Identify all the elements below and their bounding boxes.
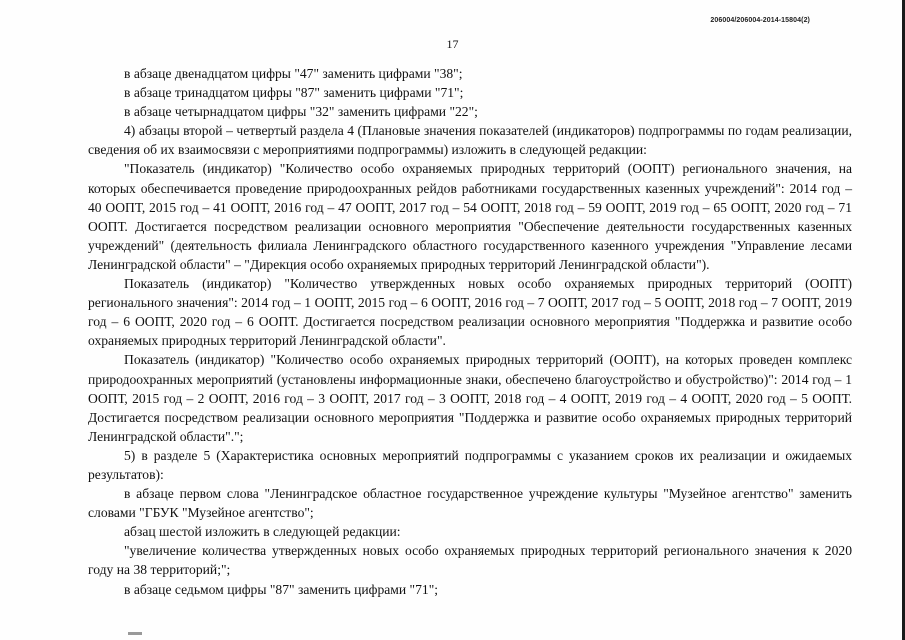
paragraph: 5) в разделе 5 (Характеристика основных мероприятий подпрограммы с указанием сроков их реализации и ожидаемых результатов): xyxy=(88,447,852,482)
paragraph: в абзаце двенадцатом цифры "47" заменить цифрами "38"; xyxy=(124,66,463,81)
paragraph: абзац шестой изложить в следующей редакции: xyxy=(124,524,401,540)
paragraph: в абзаце четырнадцатом цифры "32" заменить цифрами "22"; xyxy=(124,104,478,120)
paragraph: Показатель (индикатор) "Количество утвержденных новых особо охраняемых природных территорий (ООПТ) регионального значения": 2014 год – 1 ООПТ, 2015 год – 6 ООПТ, 2016 год – 7 ООПТ, 2017 год – 5 ООПТ, 2018 год – 7 ООПТ, 2019 год – 6 ООПТ, 2020 год – 6 ООПТ. Достигается посредством реализации основного мероприятия "Поддержка и развитие особо охраняемых природных территорий Ленинградской области". xyxy=(88,276,852,349)
document-body xyxy=(88,64,852,599)
scan-artifact xyxy=(128,632,142,635)
page-number: 17 xyxy=(446,37,459,51)
paragraph: "Показатель (индикатор) "Количество особо охраняемых природных территорий (ООПТ) регионального значения, на которых обеспечивается проведение природоохранных рейдов работниками государственных казенных учреждений": 2014 год – 40 ООПТ, 2015 год – 41 ООПТ, 2016 год – 47 ООПТ, 2017 год – 54 ООПТ, 2018 год – 59 ООПТ, 2019 год – 65 ООПТ, 2020 год – 71 ООПТ. Достигается посредством реализации основного мероприятия "Обеспечение деятельности государственных казенных учреждений" (деятельность филиала Ленинградского областного государственного казенного учреждения "Управление лесами Ленинградской области" – "Дирекция особо охраняемых природных территорий Ленинградской области"). xyxy=(88,161,852,272)
paragraph: 4) абзацы второй – четвертый раздела 4 (Плановые значения показателей (индикаторов) подпрограммы по годам реализации, сведения об их взаимосвязи с мероприятиями подпрограммы) изложить в следующей редакции: xyxy=(88,123,852,158)
paragraph: Показатель (индикатор) "Количество особо охраняемых природных территорий (ООПТ), на которых проведен комплекс природоохранных мероприятий (установлены информационные знаки, обеспечено благоустройство и обустройство)": 2014 год – 1 ООПТ, 2015 год – 2 ООПТ, 2016 год – 3 ООПТ, 2017 год – 3 ООПТ, 2018 год – 4 ООПТ, 2019 год – 4 ООПТ, 2020 год – 5 ООПТ. Достигается посредством реализации основного мероприятия "Поддержка и развитие особо охраняемых природных территорий Ленинградской области"."; xyxy=(88,352,852,444)
document-id: 206004/206004-2014-15804(2) xyxy=(710,17,810,24)
paragraph: "увеличение количества утвержденных новых особо охраняемых природных территорий регионального значения к 2020 году на 38 территорий;"; xyxy=(88,543,852,578)
paragraph: в абзаце тринадцатом цифры "87" заменить цифрами "71"; xyxy=(124,85,464,101)
paragraph: в абзаце седьмом цифры "87" заменить цифрами "71"; xyxy=(124,581,439,597)
paragraph: в абзаце первом слова "Ленинградское областное государственное учреждение культуры "Музейное агентство" заменить словами "ГБУК "Музейное агентство"; xyxy=(88,486,852,521)
